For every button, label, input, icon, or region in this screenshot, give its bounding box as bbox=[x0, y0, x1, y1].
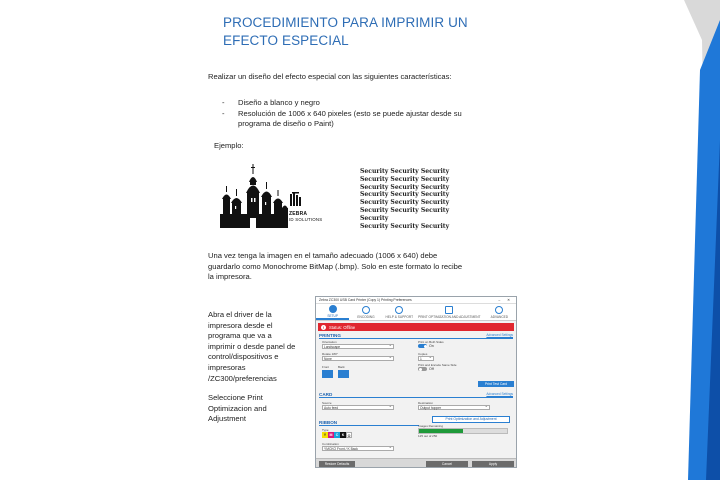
help-icon bbox=[395, 306, 403, 314]
field-label: Front bbox=[322, 365, 330, 369]
swatch-magenta: M bbox=[329, 433, 333, 437]
security-line: Security Security Security bbox=[360, 168, 450, 175]
title-line-1: PROCEDIMIENTO PARA IMPRIMIR UN bbox=[223, 15, 468, 30]
security-line: Security Security Security bbox=[360, 191, 450, 199]
source-select[interactable]: Auto feed ⌄ bbox=[322, 405, 394, 410]
destination-select[interactable]: Output hopper ⌄ bbox=[418, 405, 490, 410]
encoding-icon bbox=[362, 306, 370, 314]
title-line-2: EFECTO ESPECIAL bbox=[223, 33, 349, 48]
ribbon-type-field bbox=[322, 428, 352, 438]
tab-encoding[interactable] bbox=[349, 304, 382, 320]
zebra-head-icon bbox=[289, 192, 303, 208]
tab-label: ENCODING bbox=[357, 314, 375, 319]
security-line: Security Security Security bbox=[360, 175, 450, 183]
cathedral-silhouette-image bbox=[220, 164, 288, 228]
field-label: Print on Both Sides bbox=[418, 340, 444, 344]
apply-button[interactable]: Apply bbox=[472, 461, 514, 467]
dialog-title-bar bbox=[316, 297, 516, 304]
card-section bbox=[316, 390, 516, 398]
section-title: RIBBON bbox=[319, 420, 338, 425]
back-card-icon[interactable] bbox=[338, 370, 349, 378]
alert-icon: ! bbox=[322, 324, 325, 330]
orientation-select[interactable]: Landscape ⌄ bbox=[322, 344, 394, 349]
advanced-settings-link[interactable]: Advanced Settings bbox=[486, 392, 513, 396]
field-label: Combination bbox=[322, 442, 339, 446]
print-encode-toggle[interactable] bbox=[418, 367, 457, 371]
swatch-yellow: Y bbox=[323, 433, 327, 437]
tab-setup[interactable] bbox=[316, 304, 349, 320]
tab-label: SETUP bbox=[327, 313, 338, 318]
select-instructions: Seleccione Print Optimizacion and Adjustment bbox=[208, 393, 267, 424]
bullet-dash: - bbox=[222, 98, 225, 107]
toggle-state: Off bbox=[429, 367, 434, 371]
print-optimization-button[interactable]: Print Optimization and Adjustment bbox=[432, 416, 510, 423]
orientation-field bbox=[322, 340, 394, 349]
both-sides-toggle[interactable] bbox=[418, 344, 444, 348]
tab-label: ADVANCED bbox=[490, 314, 509, 319]
list-item-text: Resolución de 1006 x 640 pixeles (esto se puede ajustar desde su programa de diseño o Paint) bbox=[238, 108, 462, 129]
zebra-logo-line-2: ID SOLUTIONS bbox=[289, 217, 323, 222]
image-format-paragraph: Una vez tenga la imagen en el tamaño adecuado (1006 x 640) debe guardarlo como Monochrome BitMap (.bmp). Solo en este formato lo recibe la impresora. bbox=[208, 251, 463, 282]
zebra-logo-line-1: ZEBRA bbox=[289, 211, 308, 217]
images-remaining-field bbox=[418, 424, 508, 438]
destination-field bbox=[418, 401, 490, 410]
tab-help-support[interactable] bbox=[383, 304, 416, 320]
rotate-field bbox=[322, 352, 394, 361]
security-line: Security Security Security bbox=[360, 222, 450, 230]
security-line: Security Security Security bbox=[360, 183, 450, 191]
list-item bbox=[222, 98, 462, 109]
card-section-header bbox=[319, 392, 513, 398]
dialog-footer bbox=[316, 458, 516, 467]
restore-defaults-button[interactable]: Restore Defaults bbox=[319, 461, 355, 467]
driver-instructions: Abra el driver de la impresora desde el programa que va a imprimir o desde panel de control/dispositivos e impresoras /ZC300/preferencias bbox=[208, 310, 296, 383]
cancel-button[interactable]: Cancel bbox=[426, 461, 468, 467]
print-encode-field bbox=[418, 363, 457, 371]
printer-preferences-dialog bbox=[315, 296, 517, 468]
security-text-block bbox=[360, 168, 460, 230]
field-label: Print and Encode Same Side bbox=[418, 363, 457, 367]
copies-field bbox=[418, 352, 434, 361]
front-card-icon[interactable] bbox=[322, 370, 333, 378]
images-remaining-text: 125 out of 250 bbox=[418, 434, 438, 438]
field-label: Back bbox=[338, 365, 345, 369]
printing-section-header bbox=[319, 333, 513, 339]
gear-icon bbox=[329, 305, 337, 313]
field-label: Copies bbox=[418, 352, 428, 356]
print-test-card-button[interactable]: Print Test Card bbox=[478, 381, 514, 387]
tab-advanced[interactable] bbox=[483, 304, 516, 320]
page-title bbox=[223, 14, 473, 50]
advanced-icon bbox=[495, 306, 503, 314]
front-field bbox=[322, 365, 333, 378]
back-field bbox=[338, 365, 349, 378]
example-label: Ejemplo: bbox=[214, 141, 244, 150]
progress-fill bbox=[419, 429, 463, 433]
security-line: Security Security Security bbox=[360, 206, 450, 214]
window-buttons[interactable]: ‒ ✕ bbox=[498, 298, 513, 302]
status-banner bbox=[318, 323, 514, 331]
toggle-state: On bbox=[429, 344, 434, 348]
field-label: Images Remaining bbox=[418, 424, 444, 428]
dialog-title: Zebra ZC300 USB Card Printer (Copy 1) Printing Preferences bbox=[319, 298, 412, 302]
combination-field bbox=[322, 442, 394, 451]
requirements-list bbox=[222, 98, 462, 130]
swatch-cyan: C bbox=[335, 433, 339, 437]
security-line: Security Security Security bbox=[360, 199, 450, 207]
intro-paragraph: Realizar un diseño del efecto especial con las siguientes características: bbox=[208, 72, 452, 81]
advanced-settings-link[interactable]: Advanced Settings bbox=[486, 333, 513, 337]
bullet-dash: - bbox=[222, 108, 225, 118]
images-remaining-bar bbox=[418, 428, 508, 434]
list-item-text: Diseño a blanco y negro bbox=[238, 98, 320, 107]
swatch-overlay: O bbox=[347, 434, 351, 438]
status-text: Status: Offline bbox=[329, 324, 356, 330]
section-title: CARD bbox=[319, 392, 333, 397]
source-field bbox=[322, 401, 394, 410]
copies-select[interactable]: 1 ⌄ bbox=[418, 356, 434, 361]
combination-select[interactable]: YMCKO Front / K Back ⌄ bbox=[322, 446, 394, 451]
both-sides-field bbox=[418, 340, 444, 348]
zebra-logo bbox=[287, 192, 327, 224]
field-label: Type bbox=[322, 428, 329, 432]
field-label: Rotate 180° bbox=[322, 352, 338, 356]
ribbon-section-header bbox=[319, 420, 419, 426]
tab-label: PRINT OPTIMIZATION AND ADJUSTMENT bbox=[418, 314, 481, 319]
section-title: PRINTING bbox=[319, 333, 341, 338]
tab-print-optimization[interactable] bbox=[416, 304, 483, 320]
dialog-tabs bbox=[316, 304, 516, 321]
page-decoration bbox=[684, 0, 720, 480]
field-label: Orientation bbox=[322, 340, 337, 344]
list-item bbox=[222, 109, 462, 130]
security-line: Security bbox=[360, 214, 389, 222]
printer-icon bbox=[445, 306, 453, 314]
swatch-black: K bbox=[341, 433, 345, 437]
field-label: Source bbox=[322, 401, 332, 405]
tab-label: HELP & SUPPORT bbox=[385, 314, 414, 319]
field-label: Destination bbox=[418, 401, 434, 405]
ribbon-swatches bbox=[322, 432, 352, 438]
rotate-select[interactable]: None ⌄ bbox=[322, 356, 394, 361]
